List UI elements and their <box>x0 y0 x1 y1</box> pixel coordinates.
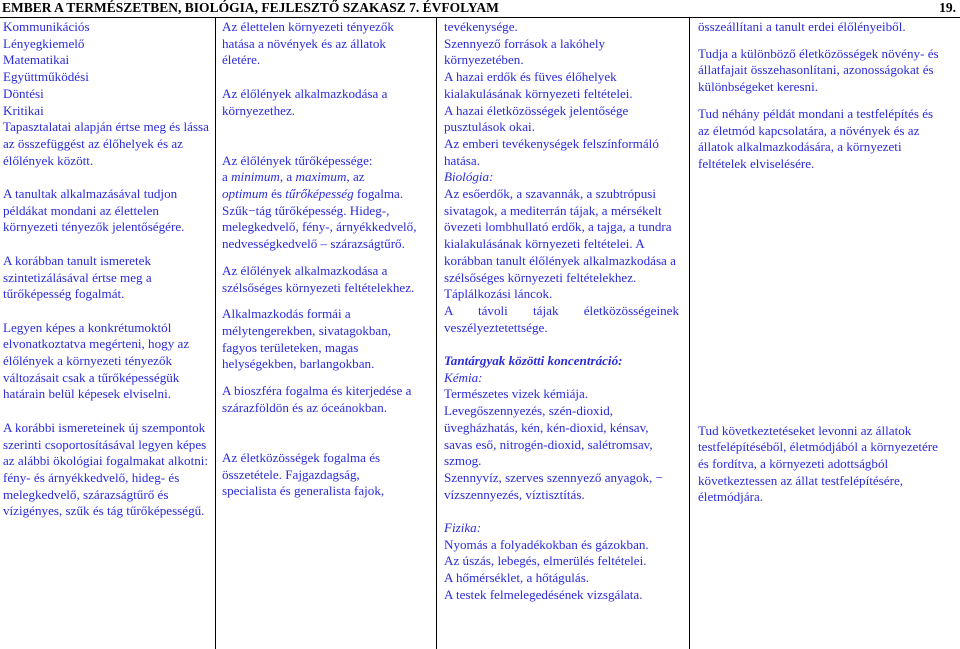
content-paragraph: A bioszféra fogalma és kiterjedése a szárazföldön és az óceánokban. <box>222 383 412 415</box>
column-divider-2 <box>436 17 437 649</box>
requirement-paragraph: Tud következtetéseket levonni az állatok testfelépítéséből, életmódjából a környezetére és fordítva, a környezeti adottságból következtessen az állat testfelépítésére, életmódjára. <box>698 422 938 505</box>
skill-item: Együttműködési <box>3 69 89 85</box>
content-paragraph: Az élőlények alkalmazkodása a szélsőséges környezeti feltételekhez. <box>222 262 415 295</box>
activity-line: A hazai erdők és füves élőhelyek kialakulásának környezeti feltételei. <box>444 69 633 101</box>
content-paragraph: Az életközösségek fogalma és összetétele. Fajgazdagság, specialista és generalista fajok, <box>222 449 385 499</box>
physics-line: Nyomás a folyadékokban és gázokban. <box>444 536 649 552</box>
content-paragraph: Az élőlények alkalmazkodása a környezethez. <box>222 85 388 118</box>
skill-item: Lényegkiemelő <box>3 35 85 51</box>
chemistry-label: Kémia: <box>444 369 483 385</box>
activity-line: A hazai életközösségek jelentősége pusztulások okai. <box>444 102 629 135</box>
content-paragraph: Az élettelen környezeti tényezők hatása a növények és az állatok életére. <box>222 19 394 68</box>
activity-line: Az emberi tevékenységek felszínformáló hatása. <box>444 135 659 168</box>
activity-line: tevékenysége. <box>444 19 518 34</box>
physics-line: A testek felmelegedésének vizsgálata. <box>444 586 643 602</box>
activity-line: Táplálkozási láncok. <box>444 286 553 302</box>
skill-item: Döntési <box>3 85 44 101</box>
goal-paragraph: A tanultak alkalmazásával tudjon példákat mondani az élettelen környezeti tényezők jelentőségére. <box>3 186 185 235</box>
chemistry-line: Természetes vizek kémiája. <box>444 386 589 402</box>
column-competencies <box>3 19 210 520</box>
content-paragraph: Szűk−tág tűrőképesség. Hideg-, melegkedvelő, fény-, árnyékkedvelő, nedvességkedvelő – szárazságtűrő. <box>222 202 417 252</box>
biology-text: Az esőerdők, a szavannák, a szubtrópusi sivatagok, a mediterrán tájak, a mérsékelt övezeti lombhullató erdők, a tajga, a tundra kialakulásának környezeti feltételei. A korábban tanult élőlények alkalmazkodása a szélsőséges környezeti feltételekhez. <box>444 186 676 285</box>
physics-line: A hőmérséklet, a hőtágulás. <box>444 570 590 586</box>
content-paragraph: Alkalmazkodás formái a mélytengerekben, sivatagokban, fagyos területeken, magas helységekben, barlangokban. <box>222 306 392 372</box>
document-title: EMBER A TERMÉSZETBEN, BIOLÓGIA, FEJLESZTŐ SZAKASZ 7. ÉVFOLYAM <box>2 0 499 15</box>
column-divider-1 <box>215 17 216 649</box>
column-divider-3 <box>689 17 690 649</box>
activity-line: A távoli tájak életközösségeinek veszélyeztetettsége. <box>444 302 679 335</box>
page-header <box>0 0 960 18</box>
header-divider <box>0 17 960 18</box>
physics-line: Az úszás, lebegés, elmerülés feltételei. <box>444 553 647 569</box>
content-paragraph: optimum és tűrőképesség fogalma. <box>222 185 404 201</box>
content-paragraph: Az élőlények tűrőképessége: <box>222 152 373 168</box>
goal-paragraph: Tapasztalatai alapján értse meg és lássa az összefüggést az élőhelyek és az élőlények között. <box>3 119 209 168</box>
column-requirements <box>698 19 948 506</box>
physics-label: Fizika: <box>444 520 482 536</box>
skill-item: Matematikai <box>3 52 70 68</box>
concentration-heading: Tantárgyak közötti koncentráció: <box>444 353 623 369</box>
skill-item: Kritikai <box>3 102 44 118</box>
page-number: 19. <box>939 0 956 15</box>
goal-paragraph: A korábban tanult ismeretek szintetizálásával értse meg a tűrőképesség fogalmát. <box>3 252 152 302</box>
requirement-paragraph: Tudja a különböző életközösségek növény- és állatfajait összehasonlítani, azonosságokat és különbségeket keresni. <box>698 45 939 95</box>
requirement-paragraph: összeállítani a tanult erdei élőlényeiből. <box>698 19 906 34</box>
requirement-paragraph: Tud néhány példát mondani a testfelépítés és az életmód kapcsolatára, a növények és az állatok alkalmazkodására, a környezeti feltételek elviselésére. <box>698 105 934 171</box>
chemistry-line: Szennyvíz, szerves szennyező anyagok, − vízszennyezés, víztisztítás. <box>444 469 663 502</box>
content-paragraph: a minimum, a maximum, az <box>222 169 365 185</box>
biology-label: Biológia: <box>444 169 494 185</box>
column-content <box>222 19 417 500</box>
activity-line: Szennyező források a lakóhely környezetében. <box>444 35 606 68</box>
column-activities <box>444 19 679 604</box>
goal-paragraph: Legyen képes a konkrétumoktól elvonatkoztatva megérteni, hogy az élőlények a környezeti tényezők változásait csak a tűrőképességük határain belül képesek elviselni. <box>3 319 190 402</box>
chemistry-line: Levegőszennyezés, szén-dioxid, üvegházhatás, kén, kén-dioxid, kénsav, savas eső, nitrogén-dioxid, salétromsav, szmog. <box>444 403 653 469</box>
goal-paragraph: A korábbi ismereteinek új szempontok szerinti csoportosításával legyen képes az alábbi ökológiai fogalmakat alkotni: fény- és árnyékkedvelő, hideg- és melegkedvelő, szárazságtűrő és vízigényes, szűk és tág tűrőképességű. <box>3 419 209 519</box>
skill-item: Kommunikációs <box>3 19 90 34</box>
